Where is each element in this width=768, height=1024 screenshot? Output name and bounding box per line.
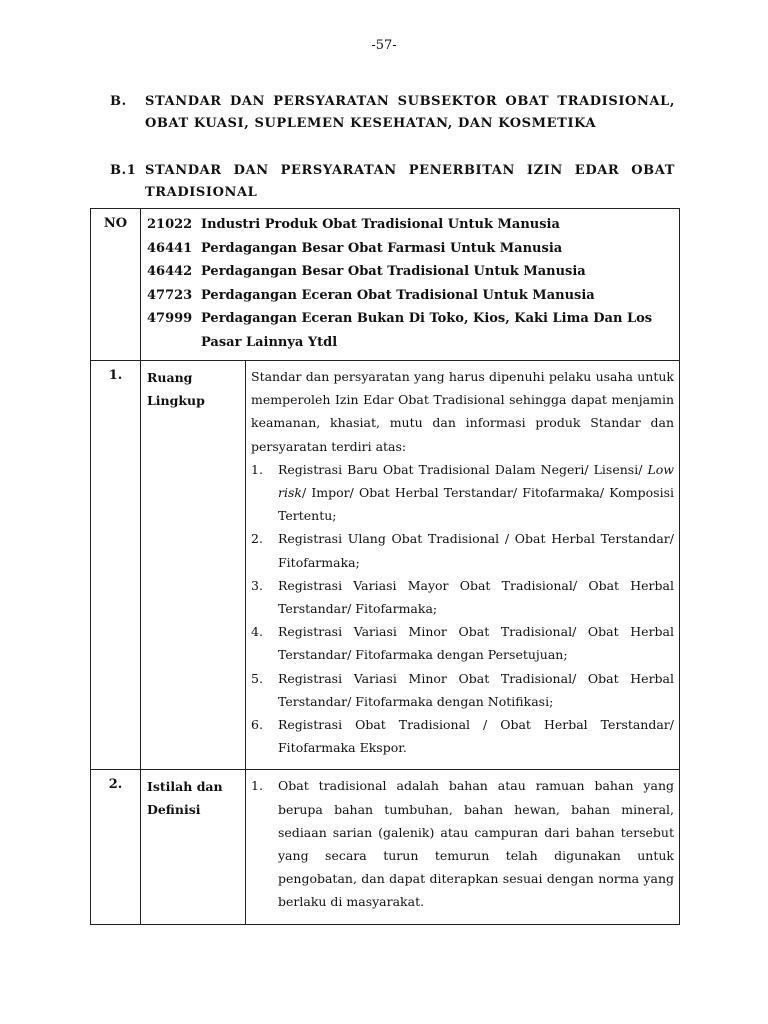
list-number: 3. (251, 577, 263, 593)
list-text: Registrasi Variasi Minor Obat Tradisional/ Obat Herbal Terstandar/ Fitofarmaka dengan Persetujuan; (278, 624, 674, 663)
kbli-code: 46442 (147, 264, 193, 279)
list-number: 2. (251, 531, 263, 547)
kbli-item (147, 237, 673, 261)
kbli-code: 46441 (147, 240, 193, 256)
row-label: Istilah dan Definisi (141, 770, 246, 924)
list-item (251, 667, 674, 713)
list-item (251, 620, 674, 666)
row-intro: Standar dan persyaratan yang harus dipenuhi pelaku usaha untuk memperoleh Izin Edar Obat Tradisional sehingga dapat menjamin keamanan, khasiat, mutu dan informasi produk Standar dan persyaratan terdiri atas: (251, 369, 674, 454)
list-number: 6. (251, 717, 263, 733)
list-item (251, 458, 674, 528)
section-b1-letter: B.1 (110, 163, 137, 178)
kbli-name: Perdagangan Eceran Bukan Di Toko, Kios, Kaki Lima Dan Los Pasar Lainnya Ytdl (201, 311, 653, 350)
list-number: 1. (251, 778, 263, 794)
section-b1-title-line1: STANDAR DAN PERSYARATAN PENERBITAN IZIN EDAR OBAT (145, 163, 675, 178)
no-header: NO (91, 209, 141, 361)
list-number: 5. (251, 670, 263, 686)
section-b-title-line1: STANDAR DAN PERSYARATAN SUBSEKTOR OBAT TRADISIONAL, (145, 94, 675, 109)
list-text: Obat tradisional adalah bahan atau ramuan bahan yang berupa bahan tumbuhan, bahan hewan, bahan mineral, sediaan sarian (galenik) atau campuran dari bahan tersebut yang secara turun temurun telah digunakan untuk pengobatan, dan dapat diterapkan sesuai dengan norma yang berlaku di masyarakat. (278, 778, 674, 910)
section-b-title-line2: OBAT KUASI, SUPLEMEN KESEHATAN, DAN KOSMETIKA (145, 116, 597, 131)
kbli-code: 47999 (147, 311, 193, 326)
row-number: 1. (91, 361, 141, 770)
list-item (251, 527, 674, 573)
numbered-list (251, 458, 674, 760)
kbli-name: Perdagangan Besar Obat Farmasi Untuk Manusia (201, 240, 563, 256)
page-number: -57- (371, 38, 397, 53)
list-text: Registrasi Ulang Obat Tradisional / Obat Herbal Terstandar/ Fitofarmaka; (278, 531, 674, 570)
kbli-code: 47723 (147, 287, 193, 303)
list-item (251, 574, 674, 620)
kbli-header-row (91, 209, 680, 361)
section-b1-title-line2: TRADISIONAL (145, 185, 258, 200)
list-item (251, 774, 674, 913)
kbli-item (147, 260, 673, 284)
kbli-name: Perdagangan Besar Obat Tradisional Untuk Manusia (201, 264, 586, 279)
table-row (91, 770, 680, 924)
kbli-name: Industri Produk Obat Tradisional Untuk Manusia (201, 217, 560, 232)
row-content (246, 770, 680, 924)
list-text: Registrasi Variasi Minor Obat Tradisional/ Obat Herbal Terstandar/ Fitofarmaka dengan Notifikasi; (278, 670, 674, 709)
list-number: 4. (251, 624, 263, 640)
list-text: Registrasi Variasi Mayor Obat Tradisional/ Obat Herbal Terstandar/ Fitofarmaka; (278, 577, 674, 617)
table-row (91, 361, 680, 770)
list-text: Registrasi Baru Obat Tradisional Dalam Negeri/ Lisensi/ Low risk/ Impor/ Obat Herbal Terstandar/ Fitofarmaka/ Komposisi Tertentu; (278, 461, 674, 524)
row-content (246, 361, 680, 770)
kbli-code: 21022 (147, 217, 193, 232)
kbli-item (147, 213, 673, 237)
kbli-name: Perdagangan Eceran Obat Tradisional Untuk Manusia (201, 287, 595, 303)
list-text: Registrasi Obat Tradisional / Obat Herbal Terstandar/ Fitofarmaka Ekspor. (278, 717, 674, 756)
list-number: 1. (251, 461, 263, 477)
list-item (251, 713, 674, 759)
standards-table (90, 208, 680, 925)
section-b-letter: B. (110, 94, 127, 109)
kbli-item (147, 307, 673, 354)
kbli-list (141, 209, 680, 361)
numbered-list (251, 774, 674, 913)
kbli-item (147, 284, 673, 308)
row-number: 2. (91, 770, 141, 924)
row-label: Ruang Lingkup (141, 361, 246, 770)
